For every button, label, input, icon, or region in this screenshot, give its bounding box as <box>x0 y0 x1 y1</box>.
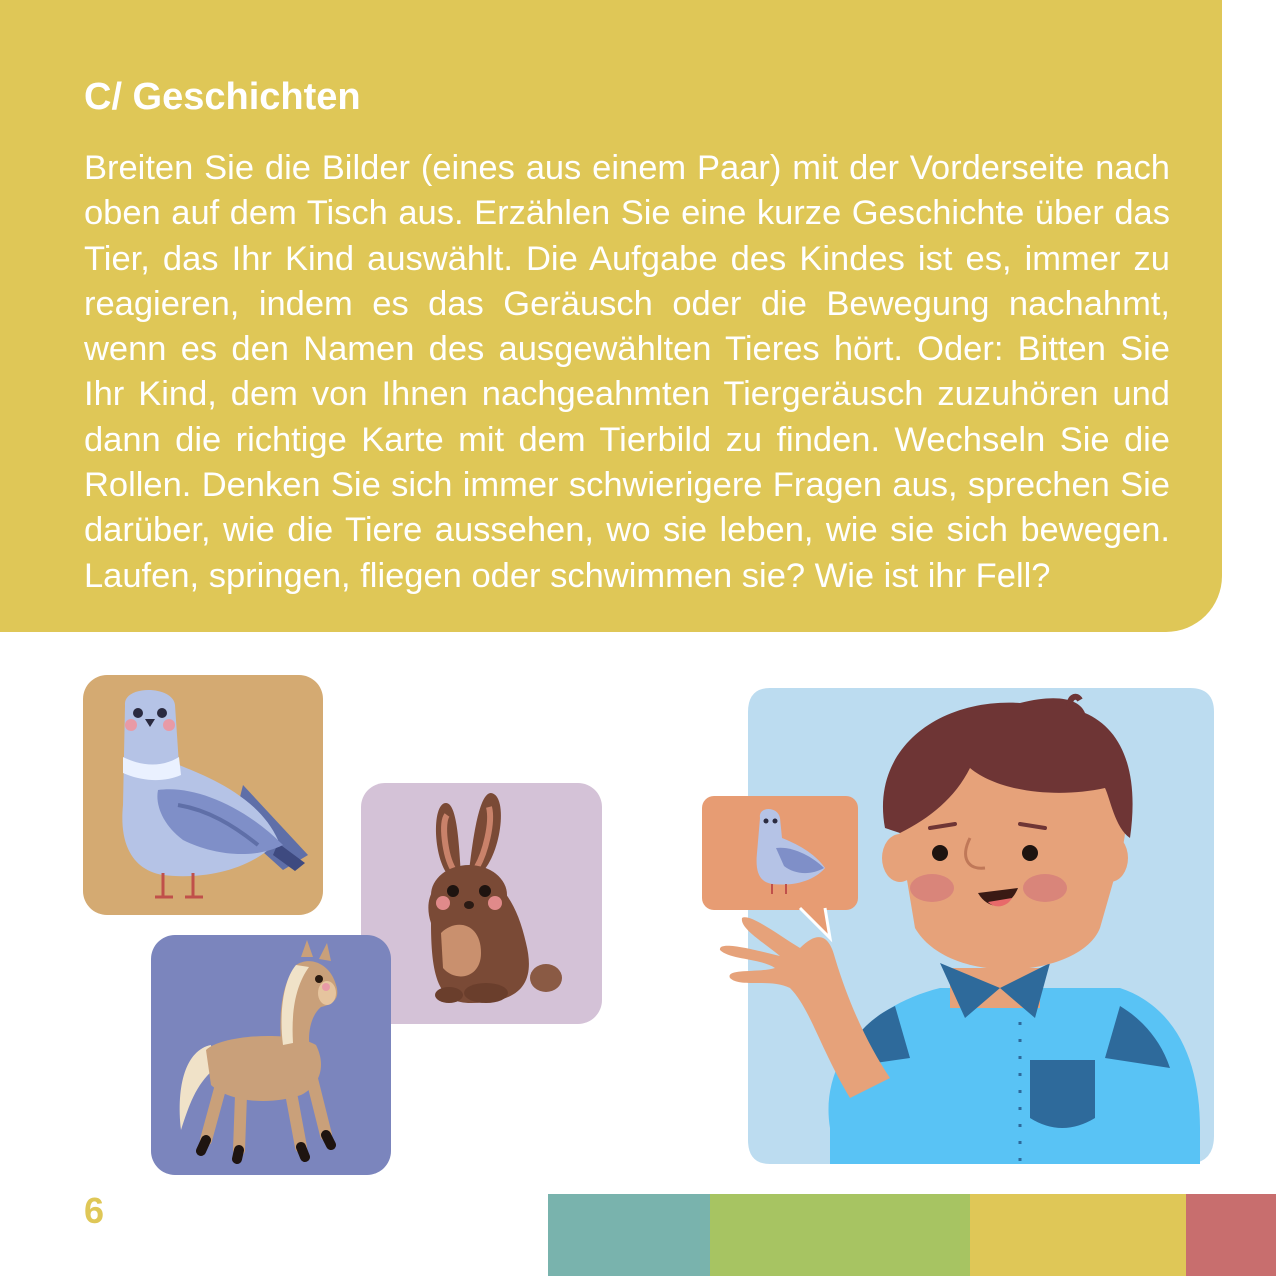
rabbit-card <box>361 783 602 1024</box>
color-stripe-yellow <box>970 1194 1186 1276</box>
instruction-paragraph: Breiten Sie die Bilder (eines aus einem Paar) mit der Vorderseite nach oben auf dem Tisch aus. Erzählen Sie eine kurze Geschichte über das Tier, das Ihr Kind auswählt. Die Aufgabe des Kindes ist es, immer zu reagieren, indem es das Geräusch oder die Bewegung nachahmt, wenn es den Namen des ausgewählten Tieres hört. Oder: Bitten Sie Ihr Kind, dem von Ihnen nachgeahmten Tiergeräusch zuzuhören und dann die richtige Karte mit dem Tierbild zu finden. Wechseln Sie die Rollen. Denken Sie sich immer schwierigere Fragen aus, sprechen Sie darüber, wie die Tiere aussehen, wo sie leben, wie sie sich bewegen. Laufen, springen, fliegen oder schwimmen sie? Wie ist ihr Fell? <box>84 149 1170 595</box>
color-stripe-red <box>1186 1194 1276 1276</box>
color-stripe-teal <box>548 1194 710 1276</box>
page-number: 6 <box>84 1190 105 1231</box>
section-heading: C/ Geschichten <box>84 76 361 118</box>
horse-card <box>151 935 391 1175</box>
horse-illustration <box>151 935 391 1175</box>
boy-illustration <box>700 688 1214 1164</box>
color-stripe-green <box>710 1194 970 1276</box>
pigeon-illustration <box>83 675 323 915</box>
rabbit-illustration <box>361 783 602 1024</box>
boy-scene <box>700 688 1214 1164</box>
instruction-panel <box>0 0 1222 632</box>
pigeon-card <box>83 675 323 915</box>
